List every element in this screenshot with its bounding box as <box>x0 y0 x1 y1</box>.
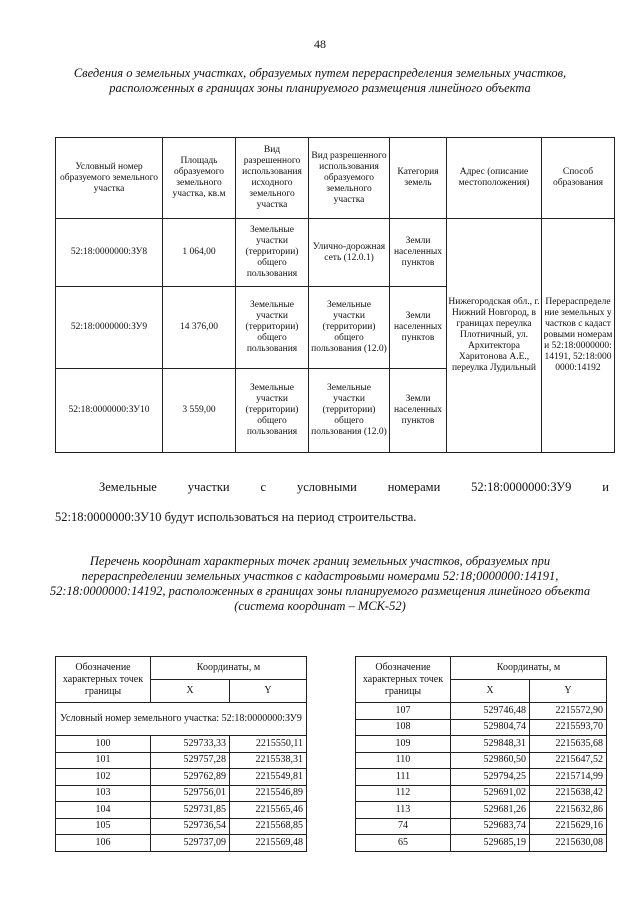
cell-point: 100 <box>56 736 151 753</box>
cell-x: 529736,54 <box>151 818 230 835</box>
coordinates-title: Перечень координат характерных точек границ земельных участков, образуемых при перераспределении земельных участков с кадастровыми номерами 52:18;0000000:14191, 52:18:0000000:14192, расположенных в границах зоны планируемого размещения линейного объекта (система координат – МСК-52) <box>49 554 591 613</box>
cell-point: 109 <box>356 736 451 753</box>
table-row <box>356 818 607 835</box>
cell-y: 2215550,11 <box>230 736 307 753</box>
table-row <box>356 736 607 753</box>
cell-y: 2215714,99 <box>530 769 607 786</box>
cell-area: 1 064,00 <box>163 219 236 287</box>
cell-point: 110 <box>356 752 451 769</box>
header-source-use: Вид разрешенного использования исходного земельного участка <box>236 138 309 219</box>
table-row <box>356 752 607 769</box>
header-address: Адрес (описание местоположения) <box>447 138 542 219</box>
header-category: Категория земель <box>390 138 447 219</box>
header-plot-number: Условный номер образуемого земельного участка <box>56 138 163 219</box>
header-method: Способ образования <box>542 138 615 219</box>
paragraph-word: номерами <box>387 480 441 494</box>
table-row <box>56 802 307 819</box>
cell-y: 2215572,90 <box>530 703 607 720</box>
cell-point: 102 <box>56 769 151 786</box>
table-row <box>56 835 307 852</box>
cell-x: 529756,01 <box>151 785 230 802</box>
paragraph-line-1 <box>99 480 609 495</box>
cell-point: 106 <box>56 835 151 852</box>
header-coords: Координаты, м <box>451 657 607 680</box>
cell-new-use: Земельные участки (территории) общего пользования (12.0) <box>309 287 390 369</box>
paragraph-word: с <box>260 480 267 494</box>
cell-y: 2215569,48 <box>230 835 307 852</box>
cell-x: 529733,33 <box>151 736 230 753</box>
table-header-row <box>56 138 615 219</box>
cell-x: 529804,74 <box>451 719 530 736</box>
cell-y: 2215593,70 <box>530 719 607 736</box>
table-row <box>56 219 615 287</box>
cell-method: Перераспределение земельных участков с кадастровыми номерами 52:18:0000000:14191, 52:18:0000000:14192 <box>542 219 615 453</box>
cell-point: 113 <box>356 802 451 819</box>
table-row <box>56 736 307 753</box>
cell-point: 101 <box>56 752 151 769</box>
paragraph-word: Земельные <box>99 480 157 494</box>
paragraph-word: 52:18:0000000:ЗУ9 <box>471 480 572 494</box>
header-x: X <box>151 680 230 703</box>
table-row <box>356 802 607 819</box>
table-row <box>56 752 307 769</box>
cell-new-use: Улично-дорожная сеть (12.0.1) <box>309 219 390 287</box>
table-row <box>356 719 607 736</box>
cell-y: 2215630,08 <box>530 835 607 852</box>
cell-x: 529848,31 <box>451 736 530 753</box>
cell-point: 74 <box>356 818 451 835</box>
cell-y: 2215546,89 <box>230 785 307 802</box>
cell-x: 529731,85 <box>151 802 230 819</box>
cell-x: 529691,02 <box>451 785 530 802</box>
cell-point: 111 <box>356 769 451 786</box>
cell-category: Земли населенных пунктов <box>390 369 447 453</box>
cell-area: 3 559,00 <box>163 369 236 453</box>
table-row <box>356 785 607 802</box>
cell-point: 65 <box>356 835 451 852</box>
cell-y: 2215632,86 <box>530 802 607 819</box>
cell-y: 2215565,46 <box>230 802 307 819</box>
plot-subheader: Условный номер земельного участка: 52:18:0000000:ЗУ9 <box>56 703 307 736</box>
header-point: Обозначение характерных точек границы <box>56 657 151 703</box>
cell-x: 529860,50 <box>451 752 530 769</box>
cell-plot-number: 52:18:0000000:ЗУ8 <box>56 219 163 287</box>
header-new-use: Вид разрешенного использования образуемого земельного участка <box>309 138 390 219</box>
cell-source-use: Земельные участки (территории) общего пользования <box>236 219 309 287</box>
cell-y: 2215538,31 <box>230 752 307 769</box>
plot-subheader-row <box>56 703 307 736</box>
header-point: Обозначение характерных точек границы <box>356 657 451 703</box>
table1-title: Сведения о земельных участках, образуемых путем перераспределения земельных участков, расположенных в границах зоны планируемого размещения линейного объекта <box>73 66 567 95</box>
cell-category: Земли населенных пунктов <box>390 219 447 287</box>
cell-source-use: Земельные участки (территории) общего пользования <box>236 287 309 369</box>
table-row <box>356 835 607 852</box>
table-row <box>56 818 307 835</box>
cell-source-use: Земельные участки (территории) общего пользования <box>236 369 309 453</box>
cell-y: 2215638,42 <box>530 785 607 802</box>
header-x: X <box>451 680 530 703</box>
cell-x: 529757,28 <box>151 752 230 769</box>
cell-y: 2215549,81 <box>230 769 307 786</box>
cell-plot-number: 52:18:0000000:ЗУ9 <box>56 287 163 369</box>
paragraph-line-2: 52:18:0000000:ЗУ10 будут использоваться на период строительства. <box>55 510 417 524</box>
cell-point: 112 <box>356 785 451 802</box>
header-y: Y <box>530 680 607 703</box>
cell-x: 529737,09 <box>151 835 230 852</box>
header-y: Y <box>230 680 307 703</box>
cell-y: 2215629,16 <box>530 818 607 835</box>
cell-point: 108 <box>356 719 451 736</box>
table-row <box>356 769 607 786</box>
cell-point: 103 <box>56 785 151 802</box>
coordinates-table-right <box>355 656 607 852</box>
cell-x: 529685,19 <box>451 835 530 852</box>
table-row <box>56 769 307 786</box>
cell-point: 105 <box>56 818 151 835</box>
cell-new-use: Земельные участки (территории) общего пользования (12.0) <box>309 369 390 453</box>
cell-y: 2215647,52 <box>530 752 607 769</box>
table-row <box>356 703 607 720</box>
cell-category: Земли населенных пунктов <box>390 287 447 369</box>
cell-area: 14 376,00 <box>163 287 236 369</box>
land-plots-table <box>55 137 615 453</box>
paragraph-word: и <box>602 480 609 494</box>
table-row <box>56 785 307 802</box>
cell-x: 529681,26 <box>451 802 530 819</box>
cell-point: 107 <box>356 703 451 720</box>
cell-x: 529683,74 <box>451 818 530 835</box>
paragraph-word: условными <box>296 480 357 494</box>
page-number: 48 <box>314 37 326 51</box>
cell-y: 2215568,85 <box>230 818 307 835</box>
paragraph-word: участки <box>187 480 230 494</box>
cell-point: 104 <box>56 802 151 819</box>
table-header-row <box>56 657 307 680</box>
cell-x: 529794,25 <box>451 769 530 786</box>
cell-y: 2215635,68 <box>530 736 607 753</box>
header-coords: Координаты, м <box>151 657 307 680</box>
cell-address: Нижегородская обл., г. Нижний Новгород, в границах переулка Плотничный, ул. Архитектора Харитонова А.Е., переулка Лудильный <box>447 219 542 453</box>
table-header-row <box>356 657 607 680</box>
cell-plot-number: 52:18:0000000:ЗУ10 <box>56 369 163 453</box>
header-area: Площадь образуемого земельного участка, кв.м <box>163 138 236 219</box>
cell-x: 529746,48 <box>451 703 530 720</box>
cell-x: 529762,89 <box>151 769 230 786</box>
coordinates-table-left <box>55 656 307 852</box>
